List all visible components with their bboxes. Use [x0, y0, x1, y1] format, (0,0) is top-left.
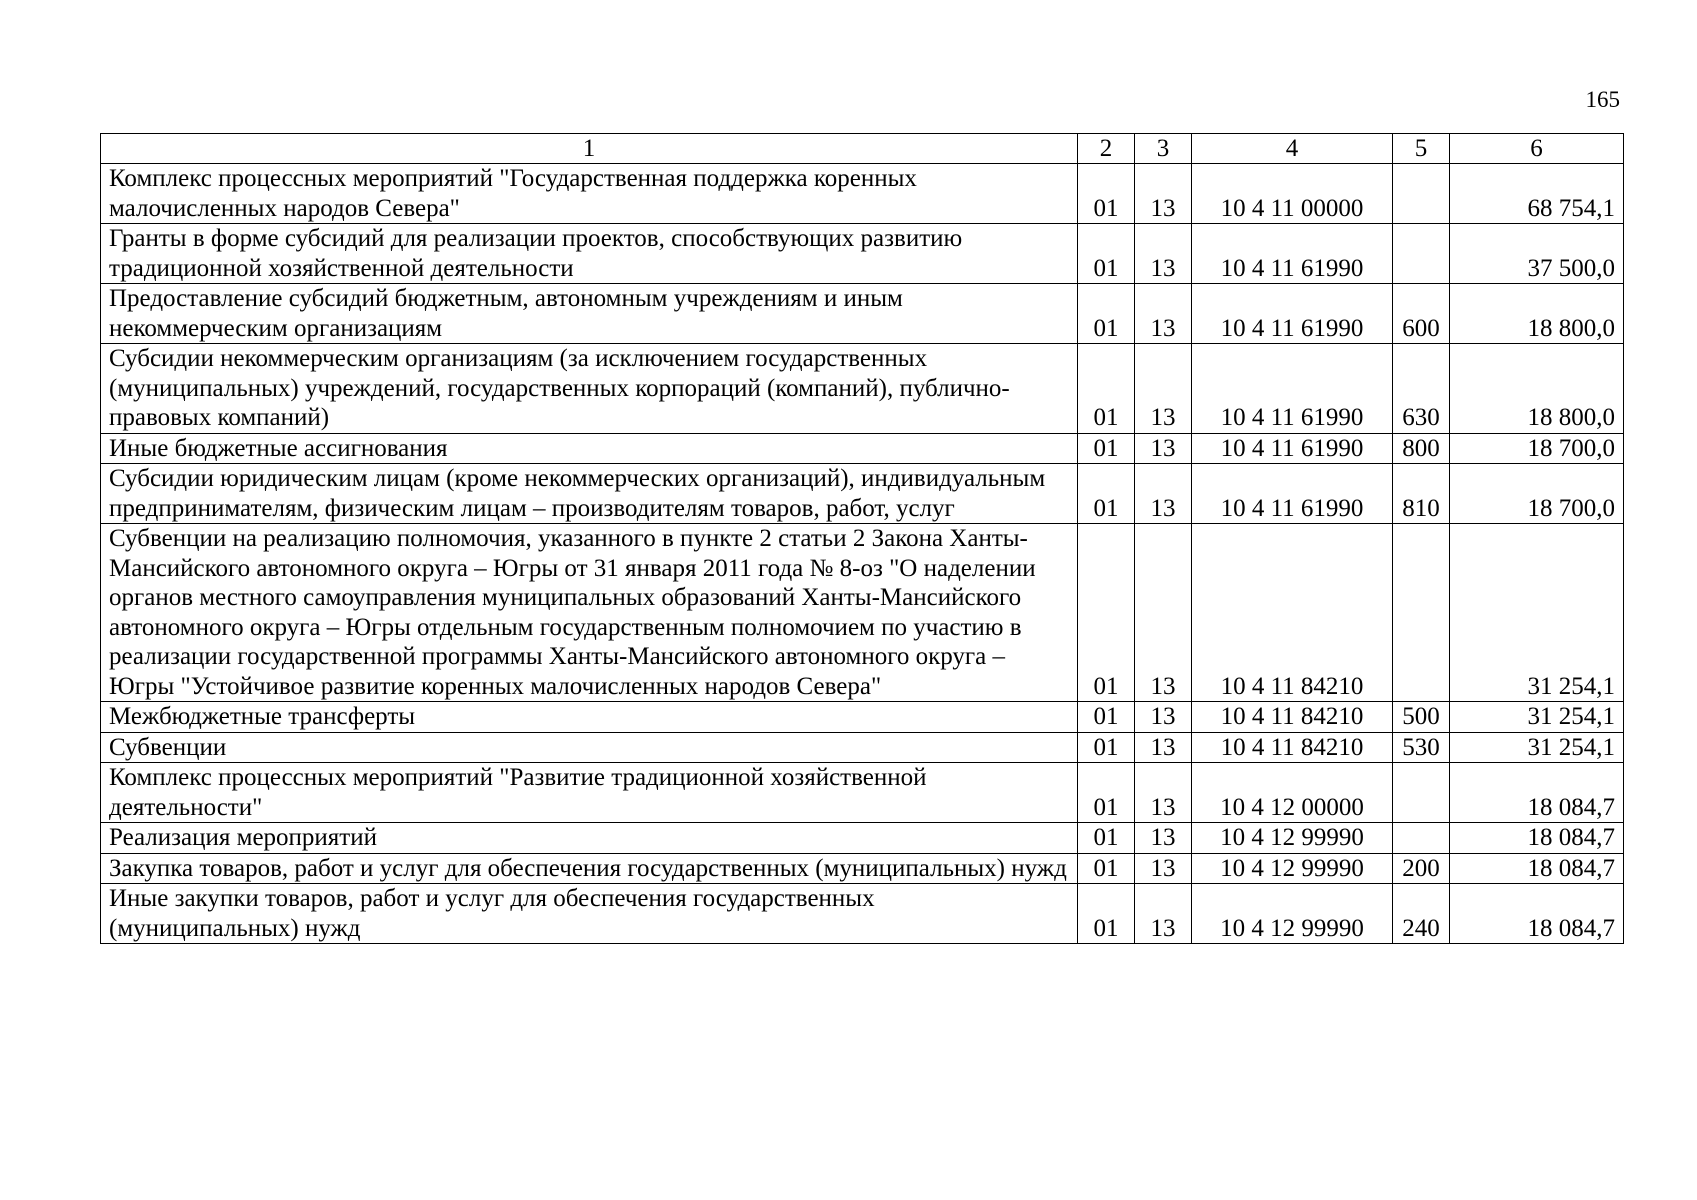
table-row	[101, 464, 1624, 524]
item-name-cell: Комплекс процессных мероприятий "Развитие традиционной хозяйственной деятельности"	[101, 763, 1078, 823]
amount-cell: 18 800,0	[1450, 344, 1624, 434]
amount-cell: 18 084,7	[1450, 823, 1624, 854]
subsection-code-cell: 13	[1135, 464, 1192, 524]
expense-type-cell: 240	[1393, 884, 1450, 944]
table-row	[101, 284, 1624, 344]
amount-cell: 37 500,0	[1450, 224, 1624, 284]
amount-cell: 18 084,7	[1450, 884, 1624, 944]
expense-type-cell	[1393, 524, 1450, 702]
target-article-cell: 10 4 12 00000	[1192, 763, 1393, 823]
table-row	[101, 884, 1624, 944]
amount-cell: 31 254,1	[1450, 524, 1624, 702]
item-name-cell: Субвенции на реализацию полномочия, указанного в пункте 2 статьи 2 Закона Ханты-Мансийского автономного округа – Югры от 31 января 2011 года № 8-оз "О наделении органов местного самоуправления муниципальных образований Ханты-Мансийского автономного округа – Югры отдельным государственным полномочием по участию в реализации государственной программы Ханты-Мансийского автономного округа – Югры "Устойчивое развитие коренных малочисленных народов Севера"	[101, 524, 1078, 702]
table-header-row	[101, 134, 1624, 164]
target-article-cell: 10 4 12 99990	[1192, 853, 1393, 884]
expense-type-cell	[1393, 763, 1450, 823]
header-cell: 3	[1135, 134, 1192, 164]
budget-table	[100, 133, 1624, 944]
table-row	[101, 344, 1624, 434]
expense-type-cell: 800	[1393, 433, 1450, 464]
expense-type-cell: 530	[1393, 732, 1450, 763]
amount-cell: 18 084,7	[1450, 853, 1624, 884]
amount-cell: 18 700,0	[1450, 433, 1624, 464]
expense-type-cell: 500	[1393, 702, 1450, 733]
table-row	[101, 853, 1624, 884]
target-article-cell: 10 4 12 99990	[1192, 823, 1393, 854]
section-code-cell: 01	[1078, 823, 1135, 854]
section-code-cell: 01	[1078, 284, 1135, 344]
amount-cell: 18 800,0	[1450, 284, 1624, 344]
amount-cell: 31 254,1	[1450, 702, 1624, 733]
table-row	[101, 732, 1624, 763]
section-code-cell: 01	[1078, 853, 1135, 884]
section-code-cell: 01	[1078, 224, 1135, 284]
section-code-cell: 01	[1078, 732, 1135, 763]
target-article-cell: 10 4 12 99990	[1192, 884, 1393, 944]
header-cell: 4	[1192, 134, 1393, 164]
item-name-cell: Межбюджетные трансферты	[101, 702, 1078, 733]
expense-type-cell: 810	[1393, 464, 1450, 524]
target-article-cell: 10 4 11 61990	[1192, 284, 1393, 344]
expense-type-cell	[1393, 823, 1450, 854]
target-article-cell: 10 4 11 84210	[1192, 702, 1393, 733]
section-code-cell: 01	[1078, 884, 1135, 944]
subsection-code-cell: 13	[1135, 224, 1192, 284]
item-name-cell: Комплекс процессных мероприятий "Государственная поддержка коренных малочисленных народов Севера"	[101, 164, 1078, 224]
table-row	[101, 164, 1624, 224]
table-row	[101, 524, 1624, 702]
subsection-code-cell: 13	[1135, 524, 1192, 702]
item-name-cell: Реализация мероприятий	[101, 823, 1078, 854]
page-number: 165	[1585, 87, 1620, 112]
target-article-cell: 10 4 11 61990	[1192, 433, 1393, 464]
section-code-cell: 01	[1078, 524, 1135, 702]
item-name-cell: Закупка товаров, работ и услуг для обеспечения государственных (муниципальных) нужд	[101, 853, 1078, 884]
subsection-code-cell: 13	[1135, 853, 1192, 884]
amount-cell: 31 254,1	[1450, 732, 1624, 763]
item-name-cell: Предоставление субсидий бюджетным, автономным учреждениям и иным некоммерческим организациям	[101, 284, 1078, 344]
item-name-cell: Гранты в форме субсидий для реализации проектов, способствующих развитию традиционной хозяйственной деятельности	[101, 224, 1078, 284]
item-name-cell: Иные закупки товаров, работ и услуг для обеспечения государственных (муниципальных) нужд	[101, 884, 1078, 944]
subsection-code-cell: 13	[1135, 433, 1192, 464]
section-code-cell: 01	[1078, 702, 1135, 733]
header-cell: 6	[1450, 134, 1624, 164]
expense-type-cell	[1393, 164, 1450, 224]
table-row	[101, 763, 1624, 823]
subsection-code-cell: 13	[1135, 164, 1192, 224]
subsection-code-cell: 13	[1135, 884, 1192, 944]
amount-cell: 18 084,7	[1450, 763, 1624, 823]
subsection-code-cell: 13	[1135, 702, 1192, 733]
section-code-cell: 01	[1078, 164, 1135, 224]
target-article-cell: 10 4 11 00000	[1192, 164, 1393, 224]
expense-type-cell: 200	[1393, 853, 1450, 884]
amount-cell: 18 700,0	[1450, 464, 1624, 524]
subsection-code-cell: 13	[1135, 344, 1192, 434]
target-article-cell: 10 4 11 84210	[1192, 732, 1393, 763]
expense-type-cell: 630	[1393, 344, 1450, 434]
section-code-cell: 01	[1078, 344, 1135, 434]
header-cell: 2	[1078, 134, 1135, 164]
table-row	[101, 433, 1624, 464]
header-cell: 5	[1393, 134, 1450, 164]
subsection-code-cell: 13	[1135, 732, 1192, 763]
header-cell: 1	[101, 134, 1078, 164]
amount-cell: 68 754,1	[1450, 164, 1624, 224]
expense-type-cell	[1393, 224, 1450, 284]
section-code-cell: 01	[1078, 433, 1135, 464]
section-code-cell: 01	[1078, 464, 1135, 524]
subsection-code-cell: 13	[1135, 823, 1192, 854]
target-article-cell: 10 4 11 61990	[1192, 224, 1393, 284]
item-name-cell: Иные бюджетные ассигнования	[101, 433, 1078, 464]
table-row	[101, 702, 1624, 733]
table-row	[101, 224, 1624, 284]
item-name-cell: Субвенции	[101, 732, 1078, 763]
subsection-code-cell: 13	[1135, 284, 1192, 344]
target-article-cell: 10 4 11 84210	[1192, 524, 1393, 702]
item-name-cell: Субсидии некоммерческим организациям (за исключением государственных (муниципальных) учреждений, государственных корпораций (компаний), публично-правовых компаний)	[101, 344, 1078, 434]
table-row	[101, 823, 1624, 854]
item-name-cell: Субсидии юридическим лицам (кроме некоммерческих организаций), индивидуальным предпринимателям, физическим лицам – производителям товаров, работ, услуг	[101, 464, 1078, 524]
expense-type-cell: 600	[1393, 284, 1450, 344]
section-code-cell: 01	[1078, 763, 1135, 823]
target-article-cell: 10 4 11 61990	[1192, 464, 1393, 524]
target-article-cell: 10 4 11 61990	[1192, 344, 1393, 434]
subsection-code-cell: 13	[1135, 763, 1192, 823]
